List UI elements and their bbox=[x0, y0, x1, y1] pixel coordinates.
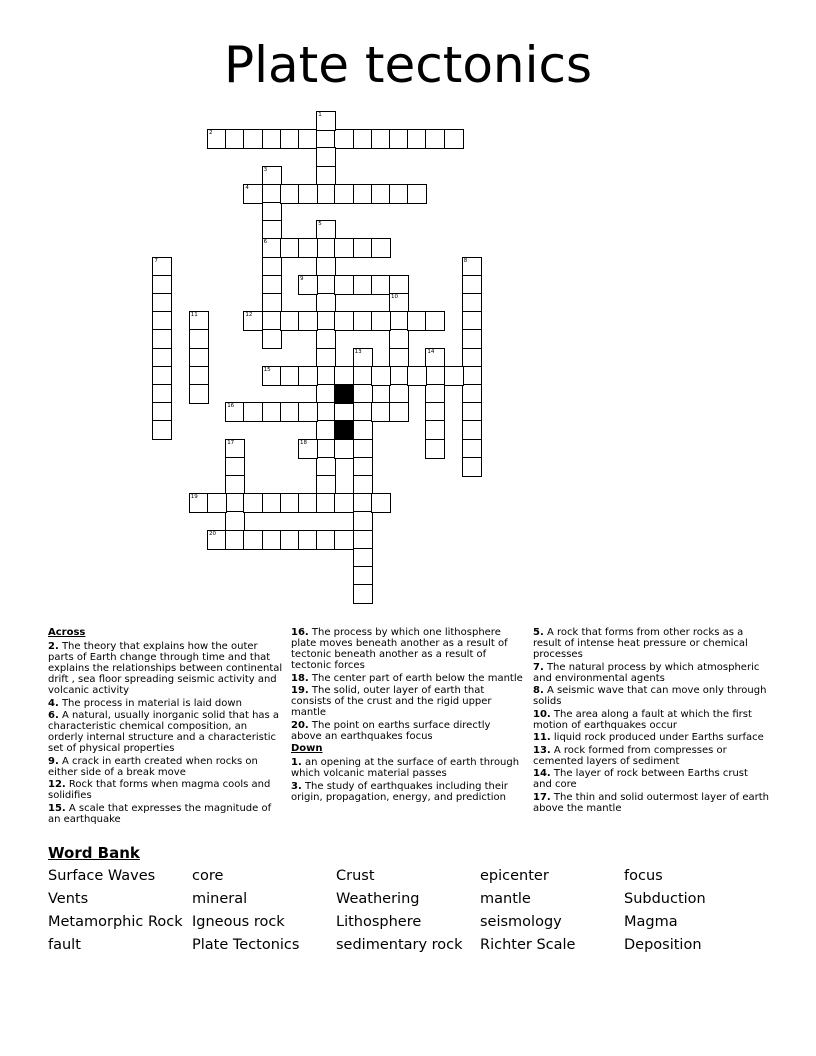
grid-cell[interactable] bbox=[152, 348, 172, 368]
clue-text: A scale that expresses the magnitude of an earthquake bbox=[48, 802, 272, 825]
grid-cell[interactable] bbox=[353, 548, 373, 568]
grid-cell[interactable] bbox=[353, 384, 373, 404]
clue-text: The process by which one lithosphere plate moves beneath another as a result of tectonic beneath another as a result of tectonic forces bbox=[291, 627, 508, 671]
grid-cell[interactable] bbox=[371, 311, 391, 331]
grid-cell[interactable] bbox=[189, 384, 209, 404]
clue-number: 20. bbox=[291, 719, 309, 731]
grid-cell[interactable] bbox=[316, 184, 336, 204]
grid-cell[interactable] bbox=[462, 420, 482, 440]
grid-cell[interactable] bbox=[425, 439, 445, 459]
grid-cell[interactable] bbox=[334, 311, 354, 331]
grid-cell[interactable] bbox=[298, 184, 318, 204]
grid-cell[interactable] bbox=[316, 311, 336, 331]
clue-number-label: 6 bbox=[263, 239, 268, 246]
grid-cell[interactable] bbox=[225, 402, 245, 422]
grid-cell[interactable] bbox=[152, 293, 172, 313]
clue-number-label: 5 bbox=[318, 221, 322, 228]
clue-item bbox=[533, 627, 769, 660]
word-bank-item: mineral bbox=[192, 891, 248, 907]
grid-cell[interactable] bbox=[262, 220, 282, 240]
clue-item bbox=[533, 745, 769, 767]
grid-cell[interactable] bbox=[353, 311, 373, 331]
grid-cell[interactable] bbox=[462, 457, 482, 477]
grid-cell[interactable] bbox=[280, 493, 300, 513]
grid-cell[interactable] bbox=[353, 238, 373, 258]
grid-cell[interactable] bbox=[189, 348, 209, 368]
grid-cell[interactable] bbox=[262, 311, 282, 331]
grid-cell[interactable] bbox=[389, 329, 409, 349]
grid-cell[interactable] bbox=[316, 402, 336, 422]
grid-cell[interactable] bbox=[262, 329, 282, 349]
clue-item bbox=[533, 792, 769, 814]
word-bank-item: epicenter bbox=[480, 868, 549, 884]
grid-cell[interactable] bbox=[389, 293, 409, 313]
grid-cell[interactable] bbox=[262, 493, 282, 513]
clue-item bbox=[533, 685, 769, 707]
grid-cell[interactable] bbox=[334, 530, 354, 550]
clue-item bbox=[533, 768, 769, 790]
grid-cell[interactable] bbox=[462, 257, 482, 277]
grid-block bbox=[334, 384, 354, 404]
grid-cell[interactable] bbox=[371, 184, 391, 204]
clue-number: 18. bbox=[291, 672, 309, 684]
grid-cell[interactable] bbox=[316, 457, 336, 477]
word-bank-item: core bbox=[192, 868, 224, 884]
page-title: Plate tectonics bbox=[223, 36, 593, 94]
grid-cell[interactable] bbox=[353, 348, 373, 368]
grid-cell[interactable] bbox=[316, 166, 336, 186]
grid-cell[interactable] bbox=[225, 129, 245, 149]
grid-cell[interactable] bbox=[262, 530, 282, 550]
grid-cell[interactable] bbox=[316, 275, 336, 295]
grid-cell[interactable] bbox=[389, 348, 409, 368]
grid-cell[interactable] bbox=[389, 366, 409, 386]
grid-cell[interactable] bbox=[462, 275, 482, 295]
grid-cell[interactable] bbox=[207, 530, 227, 550]
grid-cell[interactable] bbox=[353, 402, 373, 422]
clue-item bbox=[48, 756, 284, 778]
clue-number: 4. bbox=[48, 697, 59, 709]
grid-cell[interactable] bbox=[353, 584, 373, 604]
grid-cell[interactable] bbox=[353, 530, 373, 550]
clue-item bbox=[533, 732, 769, 743]
grid-cell[interactable] bbox=[462, 366, 482, 386]
grid-cell[interactable] bbox=[280, 311, 300, 331]
word-bank-item: Metamorphic Rock bbox=[48, 914, 183, 930]
grid-cell[interactable] bbox=[243, 402, 263, 422]
grid-cell[interactable] bbox=[371, 129, 391, 149]
clue-number: 3. bbox=[291, 780, 302, 792]
grid-cell[interactable] bbox=[334, 129, 354, 149]
grid-cell[interactable] bbox=[225, 457, 245, 477]
clue-number: 8. bbox=[533, 685, 544, 696]
grid-cell[interactable] bbox=[371, 402, 391, 422]
grid-cell[interactable] bbox=[262, 257, 282, 277]
grid-cell[interactable] bbox=[280, 184, 300, 204]
word-bank-item: Surface Waves bbox=[48, 868, 156, 884]
clue-number: 19. bbox=[291, 685, 309, 696]
grid-cell[interactable] bbox=[425, 420, 445, 440]
grid-cell[interactable] bbox=[152, 329, 172, 349]
grid-cell[interactable] bbox=[425, 348, 445, 368]
grid-cell[interactable] bbox=[444, 366, 464, 386]
grid-cell[interactable] bbox=[316, 329, 336, 349]
clue-number: 5. bbox=[533, 627, 544, 638]
down-clue-list bbox=[533, 627, 769, 814]
grid-cell[interactable] bbox=[189, 493, 209, 513]
clue-number: 6. bbox=[48, 710, 59, 721]
clue-number: 1. bbox=[291, 757, 302, 768]
clue-text: The point on earths surface directly above an earthquakes focus bbox=[291, 719, 491, 742]
clue-number: 2. bbox=[48, 641, 59, 652]
word-bank-item: fault bbox=[48, 937, 81, 953]
word-bank-item: Plate Tectonics bbox=[192, 937, 300, 953]
grid-cell[interactable] bbox=[462, 439, 482, 459]
grid-cell[interactable] bbox=[262, 275, 282, 295]
clue-number-label: 11 bbox=[190, 312, 198, 319]
clue-text: A rock that forms from other rocks as a result of intense heat pressure or chemical processes bbox=[533, 627, 748, 660]
clue-text: The theory that explains how the outer parts of Earth change through time and that explains the relationships between continental drift , sea floor spreading seismic activity and volcanic activity bbox=[48, 641, 283, 696]
grid-cell[interactable] bbox=[152, 366, 172, 386]
grid-cell[interactable] bbox=[316, 147, 336, 167]
grid-cell[interactable] bbox=[207, 129, 227, 149]
clue-item bbox=[48, 710, 284, 754]
grid-cell[interactable] bbox=[316, 530, 336, 550]
grid-cell[interactable] bbox=[425, 366, 445, 386]
across-clue-list bbox=[48, 641, 284, 825]
clue-number-label: 13 bbox=[354, 348, 362, 355]
clue-text: an opening at the surface of earth through which volcanic material passes bbox=[291, 757, 520, 779]
grid-cell[interactable] bbox=[225, 493, 245, 513]
grid-cell[interactable] bbox=[262, 184, 282, 204]
grid-cell[interactable] bbox=[189, 366, 209, 386]
grid-cell[interactable] bbox=[152, 384, 172, 404]
grid-cell[interactable] bbox=[316, 366, 336, 386]
clue-text: The natural process by which atmospheric and environmental agents bbox=[533, 661, 760, 684]
grid-cell[interactable] bbox=[298, 275, 318, 295]
grid-cell[interactable] bbox=[316, 257, 336, 277]
grid-cell[interactable] bbox=[298, 238, 318, 258]
clue-text: A seismic wave that can move only through solids bbox=[533, 685, 767, 707]
grid-cell[interactable] bbox=[152, 257, 172, 277]
clue-item bbox=[533, 709, 769, 731]
clue-text: The process in material is laid down bbox=[58, 697, 242, 709]
clue-number: 7. bbox=[533, 661, 544, 673]
clue-number-label: 2 bbox=[209, 130, 213, 137]
clue-number-label: 1 bbox=[318, 112, 322, 118]
grid-cell[interactable] bbox=[462, 402, 482, 422]
clue-item bbox=[48, 803, 284, 825]
grid-cell[interactable] bbox=[353, 366, 373, 386]
clue-text: liquid rock produced under Earths surface bbox=[550, 732, 764, 743]
clue-number: 13. bbox=[533, 744, 551, 756]
clues-column-3 bbox=[533, 627, 769, 815]
clue-number-label: 9 bbox=[300, 275, 304, 282]
clue-text: The layer of rock between Earths crust and core bbox=[533, 768, 748, 790]
grid-cell[interactable] bbox=[280, 402, 300, 422]
grid-cell[interactable] bbox=[462, 311, 482, 331]
clue-text: Rock that forms when magma cools and solidifies bbox=[48, 779, 271, 801]
clue-item bbox=[48, 641, 284, 696]
word-bank-item: Richter Scale bbox=[480, 937, 576, 953]
grid-cell[interactable] bbox=[152, 420, 172, 440]
grid-cell[interactable] bbox=[225, 439, 245, 459]
grid-cell[interactable] bbox=[353, 275, 373, 295]
grid-cell[interactable] bbox=[262, 166, 282, 186]
grid-cell[interactable] bbox=[280, 129, 300, 149]
grid-cell[interactable] bbox=[316, 420, 336, 440]
grid-cell[interactable] bbox=[407, 184, 427, 204]
grid-cell[interactable] bbox=[389, 402, 409, 422]
grid-cell[interactable] bbox=[371, 238, 391, 258]
grid-cell[interactable] bbox=[225, 475, 245, 495]
grid-cell[interactable] bbox=[353, 475, 373, 495]
grid-cell[interactable] bbox=[262, 202, 282, 222]
across-clue-list bbox=[291, 627, 523, 742]
grid-cell[interactable] bbox=[243, 129, 263, 149]
clue-item bbox=[291, 720, 523, 742]
grid-cell[interactable] bbox=[316, 111, 336, 131]
grid-cell[interactable] bbox=[444, 129, 464, 149]
clue-number-label: 4 bbox=[245, 184, 249, 191]
word-bank-item: Weathering bbox=[336, 891, 420, 907]
clue-item bbox=[48, 698, 284, 709]
grid-cell[interactable] bbox=[262, 238, 282, 258]
grid-cell[interactable] bbox=[243, 493, 263, 513]
clue-item bbox=[291, 685, 523, 718]
clue-text: A rock formed from compresses or cemented layers of sediment bbox=[533, 744, 727, 767]
grid-cell[interactable] bbox=[334, 493, 354, 513]
grid-cell[interactable] bbox=[152, 275, 172, 295]
clue-number-label: 17 bbox=[227, 439, 235, 446]
grid-cell[interactable] bbox=[389, 275, 409, 295]
word-bank-item: mantle bbox=[480, 891, 531, 907]
word-bank-item: Igneous rock bbox=[192, 914, 285, 930]
word-bank bbox=[48, 866, 768, 958]
grid-cell[interactable] bbox=[152, 402, 172, 422]
grid-cell[interactable] bbox=[407, 366, 427, 386]
clue-item bbox=[533, 662, 769, 684]
grid-cell[interactable] bbox=[371, 275, 391, 295]
clue-item bbox=[291, 781, 523, 803]
clue-text: The solid, outer layer of earth that consists of the crust and the rigid upper mantle bbox=[291, 685, 492, 718]
grid-cell[interactable] bbox=[298, 366, 318, 386]
grid-block bbox=[334, 420, 354, 440]
grid-cell[interactable] bbox=[371, 366, 391, 386]
grid-cell[interactable] bbox=[262, 402, 282, 422]
clue-text: The center part of earth below the mantle bbox=[308, 672, 523, 684]
grid-cell[interactable] bbox=[280, 366, 300, 386]
grid-cell[interactable] bbox=[280, 530, 300, 550]
grid-cell[interactable] bbox=[225, 530, 245, 550]
clue-text: The thin and solid outermost layer of earth above the mantle bbox=[533, 791, 769, 814]
down-heading: Down bbox=[291, 743, 323, 754]
clue-text: A natural, usually inorganic solid that has a characteristic chemical composition, an orderly internal structure and a characteristic set of physical properties bbox=[48, 710, 280, 754]
grid-cell[interactable] bbox=[334, 366, 354, 386]
grid-cell[interactable] bbox=[353, 511, 373, 531]
grid-cell[interactable] bbox=[353, 184, 373, 204]
clue-number-label: 16 bbox=[227, 403, 235, 410]
grid-cell[interactable] bbox=[189, 329, 209, 349]
clue-number-label: 10 bbox=[391, 294, 398, 300]
clue-number-label: 20 bbox=[209, 530, 216, 537]
grid-cell[interactable] bbox=[298, 402, 318, 422]
grid-cell[interactable] bbox=[353, 493, 373, 513]
grid-cell[interactable] bbox=[334, 439, 354, 459]
grid-cell[interactable] bbox=[316, 129, 336, 149]
clue-number-label: 12 bbox=[245, 312, 253, 319]
down-clue-list bbox=[291, 757, 523, 803]
grid-cell[interactable] bbox=[316, 220, 336, 240]
grid-cell[interactable] bbox=[425, 402, 445, 422]
grid-cell[interactable] bbox=[407, 311, 427, 331]
clue-number: 11. bbox=[533, 732, 551, 743]
clue-number-label: 15 bbox=[263, 366, 271, 373]
grid-cell[interactable] bbox=[353, 420, 373, 440]
word-bank-item: Deposition bbox=[624, 937, 702, 953]
clue-number-label: 7 bbox=[154, 257, 158, 264]
clue-number: 17. bbox=[533, 791, 551, 803]
grid-cell[interactable] bbox=[462, 348, 482, 368]
grid-cell[interactable] bbox=[316, 238, 336, 258]
grid-cell[interactable] bbox=[353, 439, 373, 459]
word-bank-item: Crust bbox=[336, 868, 375, 884]
grid-cell[interactable] bbox=[152, 311, 172, 331]
clue-number-label: 19 bbox=[190, 494, 198, 501]
grid-cell[interactable] bbox=[334, 275, 354, 295]
grid-cell[interactable] bbox=[353, 457, 373, 477]
word-bank-item: Magma bbox=[624, 914, 678, 930]
clue-number: 15. bbox=[48, 802, 66, 814]
clue-number-label: 3 bbox=[263, 166, 268, 173]
grid-cell[interactable] bbox=[243, 530, 263, 550]
grid-cell[interactable] bbox=[298, 493, 318, 513]
grid-cell[interactable] bbox=[462, 329, 482, 349]
grid-cell[interactable] bbox=[207, 493, 227, 513]
clues-column-2 bbox=[291, 627, 523, 804]
clue-number-label: 18 bbox=[300, 439, 307, 446]
grid-cell[interactable] bbox=[425, 384, 445, 404]
clue-text: A crack in earth created when rocks on either side of a break move bbox=[48, 755, 258, 778]
clue-text: The area along a fault at which the first motion of earthquakes occur bbox=[533, 708, 752, 731]
word-bank-item: seismology bbox=[480, 914, 562, 930]
grid-cell[interactable] bbox=[425, 129, 445, 149]
grid-cell[interactable] bbox=[425, 311, 445, 331]
grid-cell[interactable] bbox=[298, 311, 318, 331]
grid-cell[interactable] bbox=[316, 493, 336, 513]
grid-cell[interactable] bbox=[316, 475, 336, 495]
grid-cell[interactable] bbox=[389, 384, 409, 404]
grid-cell[interactable] bbox=[407, 129, 427, 149]
grid-cell[interactable] bbox=[389, 311, 409, 331]
word-bank-item: sedimentary rock bbox=[336, 937, 463, 953]
clue-number: 14. bbox=[533, 768, 551, 779]
grid-cell[interactable] bbox=[298, 439, 318, 459]
grid-cell[interactable] bbox=[389, 129, 409, 149]
across-heading: Across bbox=[48, 627, 86, 638]
clue-number: 16. bbox=[291, 627, 309, 638]
grid-cell[interactable] bbox=[298, 530, 318, 550]
grid-cell[interactable] bbox=[389, 184, 409, 204]
word-bank-item: Lithosphere bbox=[336, 914, 422, 930]
clues-column-1 bbox=[48, 627, 284, 826]
word-bank-item: Vents bbox=[48, 891, 89, 907]
grid-cell[interactable] bbox=[334, 238, 354, 258]
clue-number: 9. bbox=[48, 755, 59, 767]
word-bank-item: focus bbox=[624, 868, 663, 884]
clue-number-label: 8 bbox=[463, 257, 468, 264]
grid-cell[interactable] bbox=[353, 129, 373, 149]
word-bank-title: Word Bank bbox=[48, 844, 140, 862]
clue-item bbox=[291, 757, 523, 779]
clue-item bbox=[48, 779, 284, 801]
clue-number: 10. bbox=[533, 708, 551, 720]
clue-text: The study of earthquakes including their origin, propagation, energy, and prediction bbox=[291, 780, 508, 803]
grid-cell[interactable] bbox=[189, 311, 209, 331]
grid-cell[interactable] bbox=[298, 129, 318, 149]
grid-cell[interactable] bbox=[243, 311, 263, 331]
grid-cell[interactable] bbox=[316, 348, 336, 368]
grid-cell[interactable] bbox=[316, 384, 336, 404]
grid-cell[interactable] bbox=[371, 493, 391, 513]
grid-cell[interactable] bbox=[462, 293, 482, 313]
grid-cell[interactable] bbox=[334, 402, 354, 422]
clue-number-label: 14 bbox=[427, 348, 435, 355]
grid-cell[interactable] bbox=[334, 184, 354, 204]
grid-cell[interactable] bbox=[353, 566, 373, 586]
clue-item bbox=[291, 673, 523, 684]
clue-number: 12. bbox=[48, 779, 66, 790]
grid-cell[interactable] bbox=[262, 129, 282, 149]
grid-cell[interactable] bbox=[280, 238, 300, 258]
grid-cell[interactable] bbox=[262, 293, 282, 313]
grid-cell[interactable] bbox=[462, 384, 482, 404]
grid-cell[interactable] bbox=[262, 366, 282, 386]
grid-cell[interactable] bbox=[225, 511, 245, 531]
grid-cell[interactable] bbox=[316, 439, 336, 459]
word-bank-item: Subduction bbox=[624, 891, 706, 907]
grid-cell[interactable] bbox=[243, 184, 263, 204]
clue-item bbox=[291, 627, 523, 671]
grid-cell[interactable] bbox=[316, 293, 336, 313]
